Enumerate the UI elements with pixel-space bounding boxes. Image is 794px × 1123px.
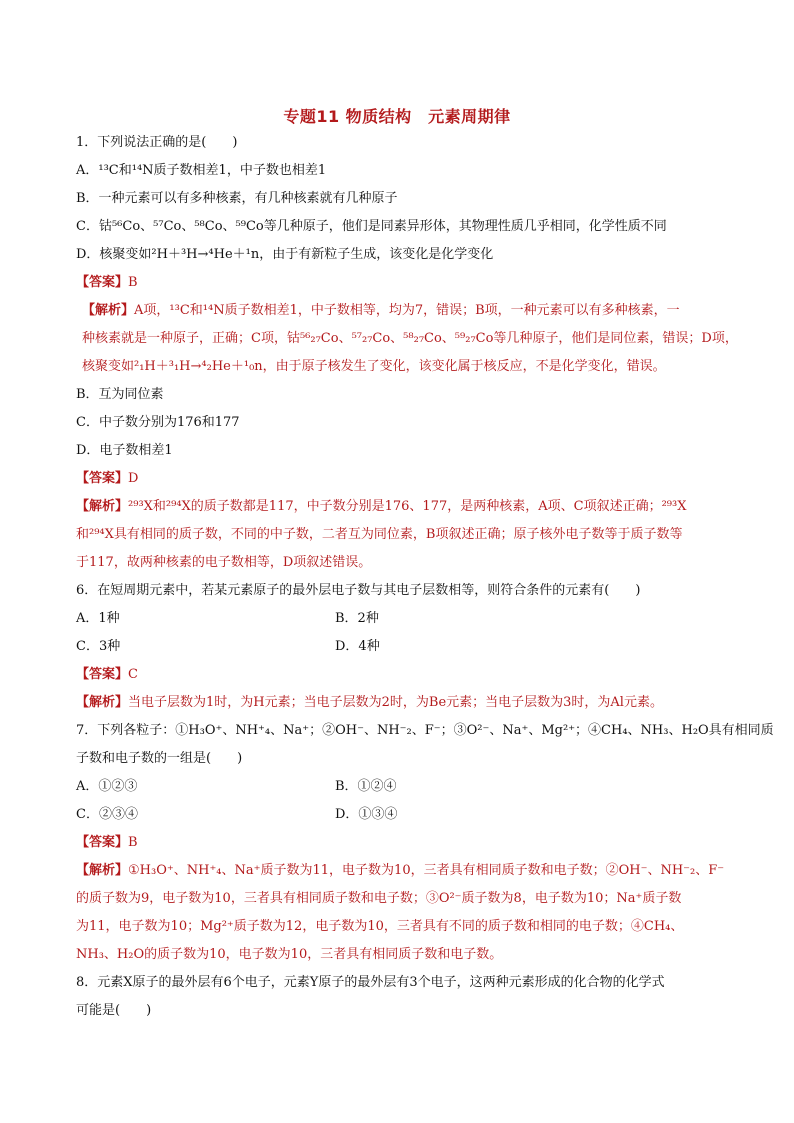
q7-answer xyxy=(76,829,730,857)
q5-answer xyxy=(76,465,730,493)
q7-explanation-line-3: 为11，电子数为10；Mg²⁺质子数为12，电子数为10，三者具有不同的质子数和相同的电子数；④CH₄、 xyxy=(76,919,684,934)
q6-stem: 6．在短周期元素中，若某元素原子的最外层电子数与其电子层数相等，则符合条件的元素有( ) xyxy=(76,583,641,598)
q5-explanation-line-3: 于117，故两种核素的电子数相等，D项叙述错误。 xyxy=(76,555,372,570)
q5-option-c: C．中子数分别为176和177 xyxy=(76,415,240,430)
q1-option-a: A．¹³C和¹⁴N质子数相差1，中子数也相差1 xyxy=(76,163,327,178)
q1-option-b: B．一种元素可以有多种核素，有几种核素就有几种原子 xyxy=(76,191,398,206)
q7-stem-line-1: 7．下列各粒子：①H₃O⁺、NH⁺₄、Na⁺；②OH⁻、NH⁻₂、F⁻；③O²⁻、Na⁺、Mg²⁺；④CH₄、NH₃、H₂O具有相同质 xyxy=(76,723,774,738)
answer-value: B xyxy=(128,275,138,290)
explanation-label: 【解析】 xyxy=(82,303,135,318)
q5-explanation-line-2: 和²⁹⁴X具有相同的质子数，不同的中子数，二者互为同位素，B项叙述正确；原子核外电子数等于质子数等 xyxy=(76,527,683,542)
q8-stem-line-1: 8．元素X原子的最外层有6个电子，元素Y原子的最外层有3个电子，这两种元素形成的化合物的化学式 xyxy=(76,975,665,990)
q1-answer xyxy=(76,269,730,297)
q5-option-b: B．互为同位素 xyxy=(76,387,164,402)
q7-option-b: B．①②④ xyxy=(335,779,397,794)
explanation-label: 【解析】 xyxy=(76,695,129,710)
q7-option-a: A．①②③ xyxy=(76,779,138,794)
answer-value: B xyxy=(128,835,138,850)
q5-explanation-line-1 xyxy=(76,493,730,521)
answer-label: 【答案】 xyxy=(76,275,129,290)
answer-value: C xyxy=(128,667,138,682)
q1-option-c: C．钴⁵⁶Co、⁵⁷Co、⁵⁸Co、⁵⁹Co等几种原子，他们是同素异形体，其物理性质几乎相同，化学性质不同 xyxy=(76,219,667,234)
q6-explanation-line-1 xyxy=(76,689,730,717)
q8-stem-line-2: 可能是( ) xyxy=(76,1003,152,1018)
explanation-label: 【解析】 xyxy=(76,863,129,878)
q1-option-d: D．核聚变如²H＋³H→⁴He＋¹n，由于有新粒子生成，该变化是化学变化 xyxy=(76,247,494,262)
q1-stem: 1．下列说法正确的是( ) xyxy=(76,135,238,150)
explanation-text: A项，¹³C和¹⁴N质子数相差1，中子数相等，均为7，错误；B项，一种元素可以有多种核素，一 xyxy=(134,303,680,318)
q6-option-d: D．4种 xyxy=(335,639,380,654)
explanation-label: 【解析】 xyxy=(76,499,129,514)
q1-explanation-line-3: 核聚变如²₁H＋³₁H→⁴₂He＋¹₀n，由于原子核发生了变化，该变化属于核反应，不是化学变化，错误。 xyxy=(82,359,666,374)
q6-option-a: A．1种 xyxy=(76,611,120,626)
answer-value: D xyxy=(128,471,139,486)
q7-explanation-line-2: 的质子数为9，电子数为10，三者具有相同质子数和电子数；③O²⁻质子数为8，电子数为10；Na⁺质子数 xyxy=(76,891,682,906)
explanation-text: 当电子层数为1时，为H元素；当电子层数为2时，为Be元素；当电子层数为3时，为Al元素。 xyxy=(128,695,663,710)
q6-answer xyxy=(76,661,730,689)
q6-option-c: C．3种 xyxy=(76,639,121,654)
q7-option-d: D．①③④ xyxy=(335,807,398,822)
explanation-text: ²⁹³X和²⁹⁴X的质子数都是117，中子数分别是176、177，是两种核素，A项、C项叙述正确；²⁹³X xyxy=(128,499,687,514)
q7-explanation-line-1 xyxy=(76,857,730,885)
q5-option-d: D．电子数相差1 xyxy=(76,443,173,458)
q6-options-row-1 xyxy=(76,605,730,633)
explanation-text: ①H₃O⁺、NH⁺₄、Na⁺质子数为11，电子数为10，三者具有相同质子数和电子数；②OH⁻、NH⁻₂、F⁻ xyxy=(128,863,725,878)
q1-explanation-line-2: 种核素就是一种原子，正确；C项，钴⁵⁶₂₇Co、⁵⁷₂₇Co、⁵⁸₂₇Co、⁵⁹₂₇Co等几种原子，他们是同位素，错误；D项， xyxy=(82,331,738,346)
q6-option-b: B．2种 xyxy=(335,611,379,626)
q7-options-row-1 xyxy=(76,773,730,801)
q7-options-row-2 xyxy=(76,801,730,829)
content xyxy=(76,129,774,1025)
q6-options-row-2 xyxy=(76,633,730,661)
answer-label: 【答案】 xyxy=(76,471,129,486)
q7-option-c: C．②③④ xyxy=(76,807,138,822)
q7-explanation-line-4: NH₃、H₂O的质子数为10，电子数为10，三者具有相同质子数和电子数。 xyxy=(76,947,503,962)
answer-label: 【答案】 xyxy=(76,667,129,682)
q1-explanation-line-1 xyxy=(76,297,730,325)
q7-stem-line-2: 子数和电子数的一组是( ) xyxy=(76,751,243,766)
page-title: 专题11 物质结构 元素周期律 xyxy=(283,107,511,126)
answer-label: 【答案】 xyxy=(76,835,129,850)
